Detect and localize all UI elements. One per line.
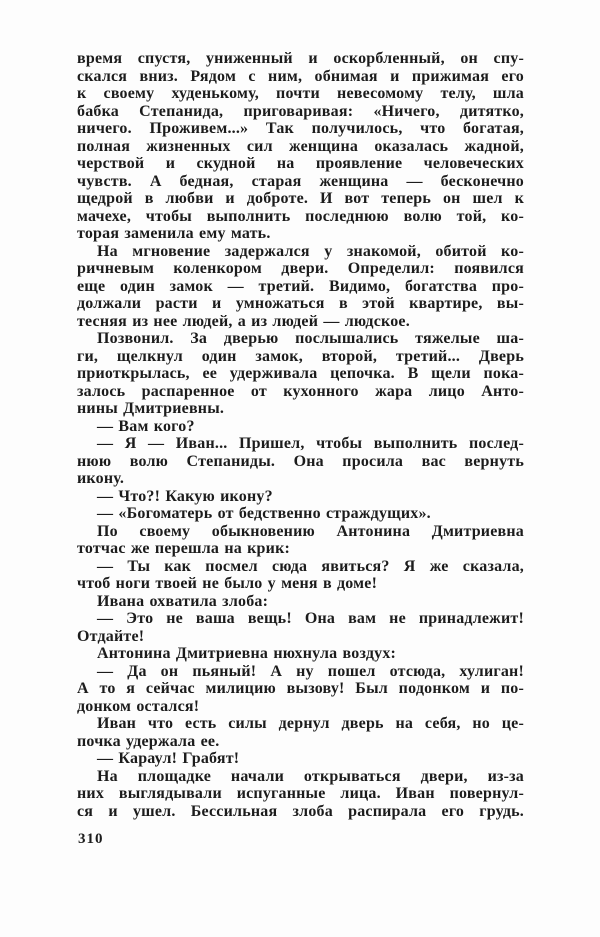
- text-line: ричневым коленкором двери. Определил: появился: [77, 260, 524, 277]
- text-line: ничего. Проживем...» Так получилось, что богатая,: [77, 120, 524, 137]
- text-line: чувств. А бедная, старая женщина — бесконечно: [77, 172, 524, 190]
- text-line: ги, щелкнул один замок, второй, третий... Дверь: [77, 347, 524, 365]
- text-line: Отдайте!: [77, 627, 145, 645]
- text-line: щедрой в любви и доброте. И вот теперь он шел к: [77, 190, 524, 207]
- text-line: к своему худенькому, почти невесомому телу, шла: [77, 85, 524, 102]
- text-line: — Я — Иван... Пришел, чтобы выполнить послед-: [97, 435, 524, 452]
- text-line: — Ты как посмел сюда явиться? Я же сказала,: [97, 557, 524, 575]
- text-line: мачехе, чтобы выполнить последнюю волю той, ко-: [77, 207, 524, 225]
- text-line: — «Богоматерь от бедственно страждущих».: [97, 505, 431, 522]
- text-line: должали расти и умножаться в этой квартире, вы-: [77, 295, 524, 312]
- text-line: тесняя из нее людей, а из людей — людское.: [77, 312, 410, 330]
- text-block: [77, 50, 524, 820]
- text-line: бабка Степанида, приговаривая: «Ничего, дитятко,: [77, 102, 524, 120]
- text-line: время спустя, униженный и оскорбленный, он спу-: [77, 50, 524, 67]
- text-line: тотчас же перешла на крик:: [77, 540, 291, 557]
- text-line: торая заменила ему мать.: [77, 225, 271, 242]
- page-number: 310: [78, 831, 104, 847]
- text-line: скался вниз. Рядом с ним, обнимая и прижимая его: [77, 67, 524, 85]
- text-line: еще один замок — третий. Видимо, богатства про-: [77, 277, 524, 295]
- text-line: — Это не ваша вещь! Она вам не принадлежит!: [97, 610, 524, 627]
- text-line: черствой и скудной на проявление человеческих: [77, 155, 524, 172]
- text-line: полная жизненных сил женщина оказалась жадной,: [77, 137, 524, 155]
- text-line: — Караул! Грабят!: [97, 750, 240, 767]
- text-line: — Что?! Какую икону?: [97, 487, 273, 505]
- text-line: — Вам кого?: [97, 417, 195, 435]
- text-line: икону.: [77, 470, 125, 487]
- text-line: них выглядывали испуганные лица. Иван повернул-: [77, 785, 524, 802]
- text-line: приоткрылась, ее удерживала цепочка. В щели пока-: [77, 365, 524, 382]
- text-line: почка удержала ее.: [77, 732, 220, 750]
- text-line: ся и ушел. Бессильная злоба распирала его грудь.: [77, 802, 524, 820]
- text-line: А то я сейчас милицию вызову! Был подонком и по-: [77, 680, 524, 697]
- text-line: нины Дмитриевны.: [77, 400, 225, 417]
- text-line: донком остался!: [77, 697, 200, 715]
- text-line: нюю волю Степаниды. Она просила вас вернуть: [77, 452, 524, 470]
- text-line: Ивана охватила злоба:: [97, 592, 269, 610]
- text-line: — Да он пьяный! А ну пошел отсюда, хулиган!: [97, 662, 524, 680]
- text-line: Иван что есть силы дернул дверь на себя, но це-: [97, 715, 524, 732]
- text-line: Антонина Дмитриевна нюхнула воздух:: [97, 645, 397, 662]
- text-line: По своему обыкновению Антонина Дмитриевна: [97, 522, 524, 540]
- text-line: На мгновение задержался у знакомой, обитой ко-: [97, 242, 524, 260]
- text-line: Позвонил. За дверью послышались тяжелые ша-: [97, 330, 524, 347]
- text-line: На площадке начали открываться двери, из-за: [97, 767, 524, 785]
- text-line: залось распаренное от кухонного жара лицо Анто-: [77, 382, 524, 400]
- text-line: чтоб ноги твоей не было у меня в доме!: [77, 575, 378, 592]
